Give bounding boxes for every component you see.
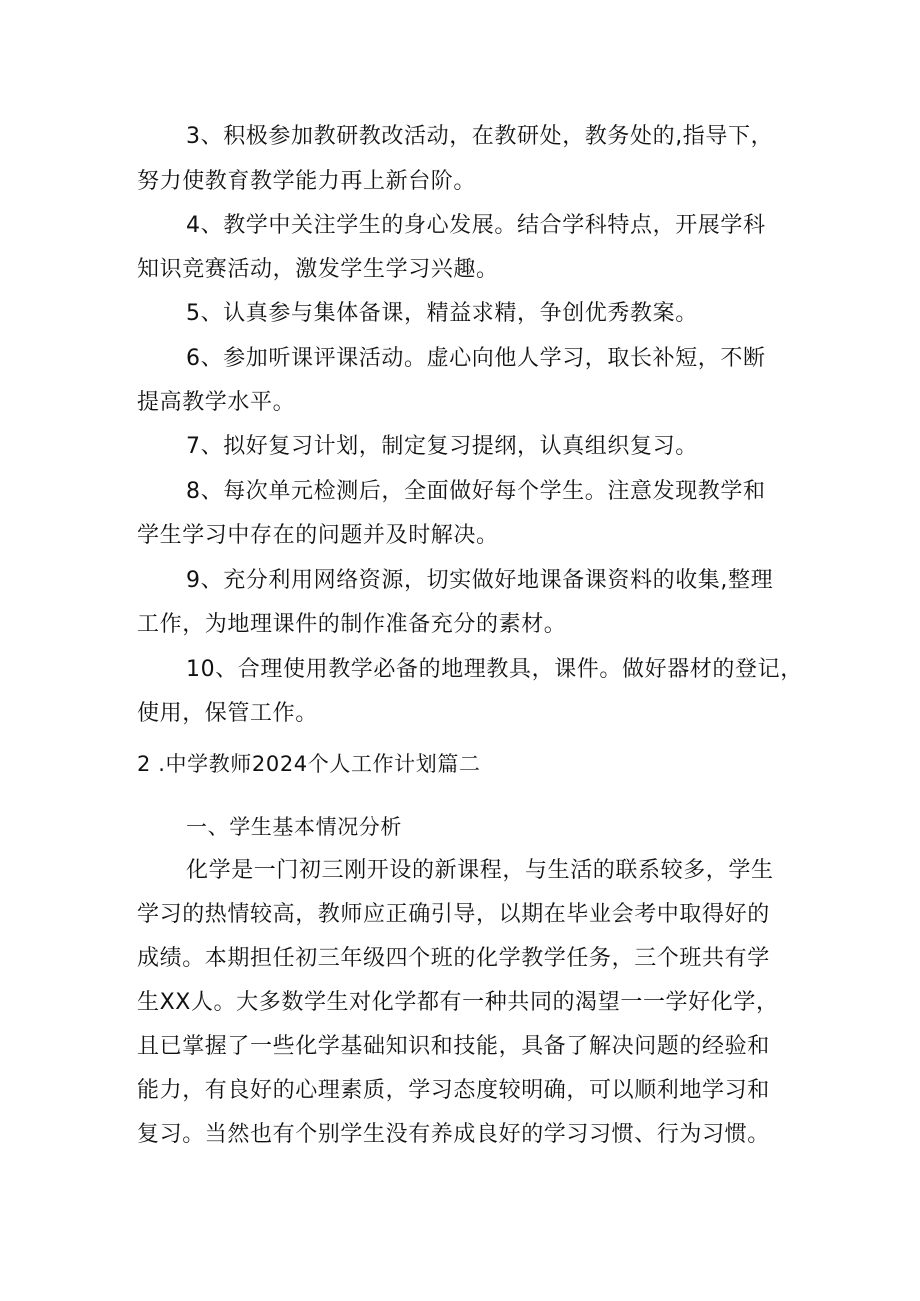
text-line-item-3-start: 3、积极参加教研教改活动，在教研处，教务处的,指导下， <box>186 124 774 149</box>
text-line-item-3-end: 努力使教育教学能力再上新台阶。 <box>137 169 477 194</box>
paragraph-line-3: 成绩。本期担任初三年级四个班的化学教学任务，三个班共有学 <box>137 946 770 971</box>
text-line-item-9-end: 工作，为地理课件的制作准备充分的素材。 <box>137 612 567 637</box>
text-line-item-9-start: 9、充分利用网络资源，切实做好地课备课资料的收集,整理 <box>186 568 774 593</box>
text-line-item-8-end: 学生学习中存在的问题并及时解决。 <box>137 523 499 548</box>
text-line-item-6-end: 提高教学水平。 <box>137 390 296 415</box>
text-line-item-4-start: 4、教学中关注学生的身心发展。结合学科特点，开展学科 <box>186 213 766 238</box>
paragraph-line-2: 学习的热情较高，教师应正确引导，以期在毕业会考中取得好的 <box>137 902 770 927</box>
text-line-item-5: 5、认真参与集体备课，精益求精，争创优秀教案。 <box>186 301 698 326</box>
section-heading-plan-2: 2 .中学教师2024个人工作计划篇二 <box>137 752 481 776</box>
text-line-item-10-end: 使用，保管工作。 <box>137 701 318 726</box>
paragraph-line-5: 且已掌握了一些化学基础知识和技能，具备了解决问题的经验和 <box>137 1034 770 1059</box>
paragraph-line-7: 复习。当然也有个别学生没有养成良好的学习习惯、行为习惯。 <box>137 1122 770 1147</box>
paragraph-line-6: 能力，有良好的心理素质，学习态度较明确，可以顺利地学习和 <box>137 1078 770 1103</box>
paragraph-line-1: 化学是一门初三刚开设的新课程，与生活的联系较多，学生 <box>186 858 774 883</box>
text-line-item-4-end: 知识竞赛活动，激发学生学习兴趣。 <box>137 257 499 282</box>
text-line-item-6-start: 6、参加听课评课活动。虚心向他人学习，取长补短，不断 <box>186 346 766 371</box>
text-line-item-8-start: 8、每次单元检测后，全面做好每个学生。注意发现教学和 <box>186 479 766 504</box>
text-line-item-10-start: 10、合理使用教学必备的地理教具，课件。做好器材的登记， <box>186 657 803 682</box>
text-line-item-7: 7、拟好复习计划，制定复习提纲，认真组织复习。 <box>186 434 698 459</box>
paragraph-line-4: 生XX人。大多数学生对化学都有一种共同的渴望一一学好化学， <box>137 990 779 1015</box>
subheading-student-analysis: 一、学生基本情况分析 <box>186 815 402 839</box>
